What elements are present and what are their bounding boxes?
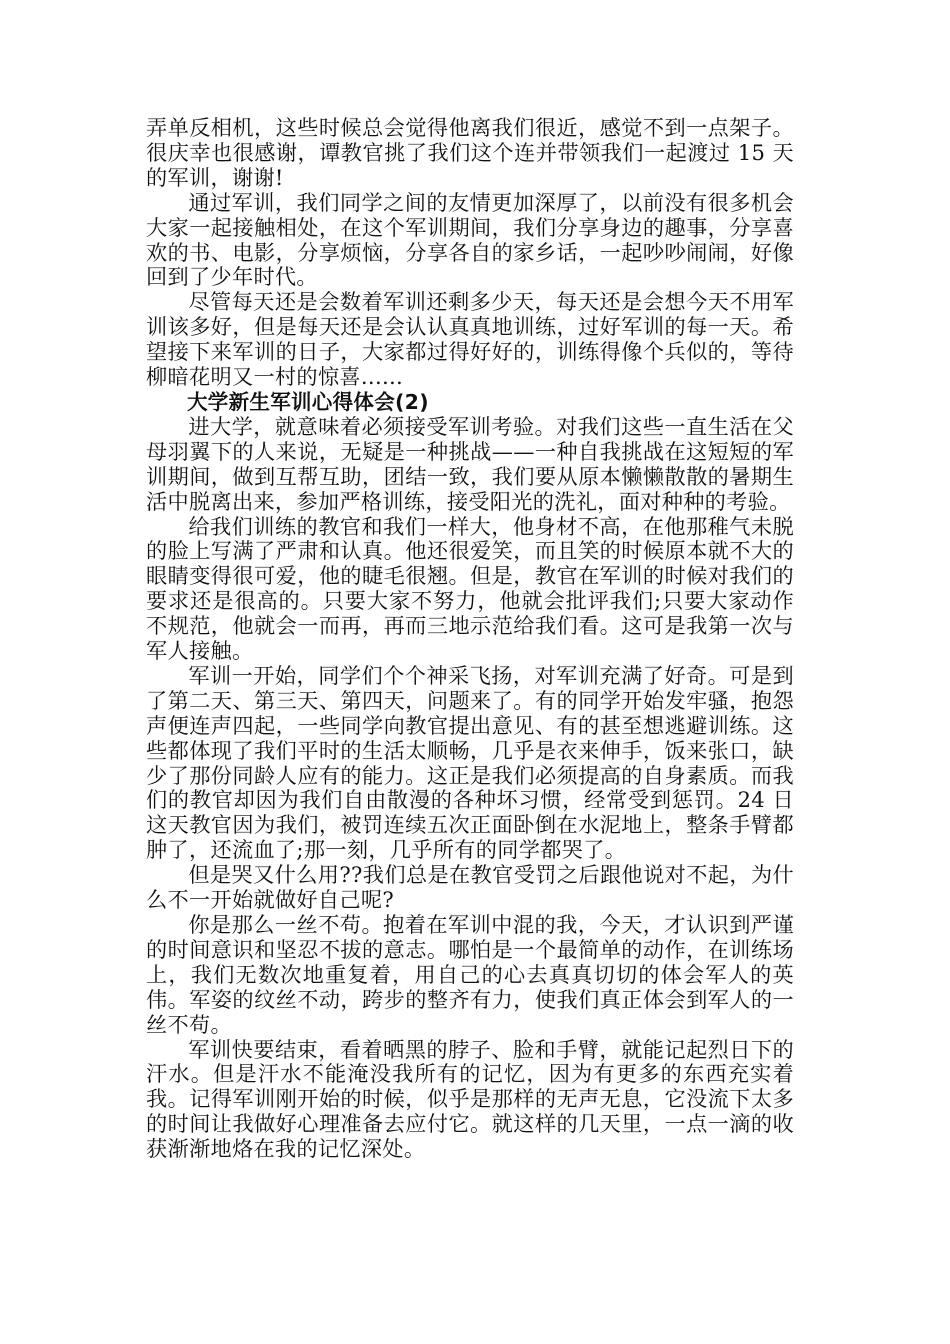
paragraph-entering-university: 进大学，就意味着必须接受军训考验。对我们这些一直生活在父母羽翼下的人来说，无疑是一种挑战——一种自我挑战在这短短的军训期间，做到互帮互助，团结一致，我们要从原本懒懒散散的暑期生活中脱离出来，参加严格训练，接受阳光的洗礼，面对种种的考验。 <box>146 413 794 514</box>
document-page <box>146 116 794 1162</box>
paragraph-friendship: 通过军训，我们同学之间的友情更加深厚了，以前没有很多机会大家一起接触相处，在这个军训期间，我们分享身边的趣事，分享喜欢的书、电影，分享烦恼，分享各自的家乡话，一起吵吵闹闹，好像回到了少年时代。 <box>146 189 794 290</box>
section-heading: 大学新生军训心得体会(2) <box>187 389 429 414</box>
paragraph-counting-days: 尽管每天还是会数着军训还剩多少天，每天还是会想今天不用军训该多好，但是每天还是会认认真真地训练，过好军训的每一天。希望接下来军训的日子，大家都过得好好的，训练得像个兵似的，等待柳暗花明又一村的惊喜...... <box>146 289 794 390</box>
paragraph-crying: 但是哭又什么用??我们总是在教官受罚之后跟他说对不起，为什么不一开始就做好自己呢? <box>146 862 794 913</box>
paragraph-instructor: 给我们训练的教官和我们一样大，他身材不高，在他那稚气未脱的脸上写满了严肃和认真。他还很爱笑，而且笑的时候原本就不大的眼睛变得很可爱，他的睫毛很翘。但是，教官在军训的时候对我们的要求还是很高的。只要大家不努力，他就会批评我们;只要大家动作不规范，他就会一而再，再而三地示范给我们看。这可是我第一次与军人接触。 <box>146 513 794 664</box>
paragraph-ending: 军训快要结束，看着晒黑的脖子、脸和手臂，就能记起烈日下的汗水。但是汗水不能淹没我所有的记忆，因为有更多的东西充实着我。记得军训刚开始的时候，似乎是那样的无声无息，它没流下太多的时间让我做好心理准备去应付它。就这样的几天里，一点一滴的收获渐渐地烙在我的记忆深处。 <box>146 1036 794 1162</box>
paragraph-training-start: 军训一开始，同学们个个神采飞扬，对军训充满了好奇。可是到了第二天、第三天、第四天，问题来了。有的同学开始发牢骚，抱怨声便连声四起，一些同学向教官提出意见、有的甚至想逃避训练。这些都体现了我们平时的生活太顺畅，几乎是衣来伸手，饭来张口，缺少了那份同龄人应有的能力。这正是我们必须提高的自身素质。而我们的教官却因为我们自由散漫的各种坏习惯，经常受到惩罚。24 日这天教官因为我们，被罚连续五次正面卧倒在水泥地上，整条手臂都肿了，还流血了;那一刻，几乎所有的同学都哭了。 <box>146 662 794 863</box>
paragraph-meticulous: 你是那么一丝不苟。抱着在军训中混的我，今天，才认识到严谨的时间意识和坚忍不拔的意志。哪怕是一个最简单的动作，在训练场上，我们无数次地重复着，用自己的心去真真切切的体会军人的英伟。军姿的纹丝不动，跨步的整齐有力，使我们真正体会到军人的一丝不苟。 <box>146 912 794 1037</box>
paragraph-continuation: 弄单反相机，这些时候总会觉得他离我们很近，感觉不到一点架子。很庆幸也很感谢，谭教官挑了我们这个连并带领我们一起渡过 15 天的军训，谢谢! <box>146 115 794 190</box>
